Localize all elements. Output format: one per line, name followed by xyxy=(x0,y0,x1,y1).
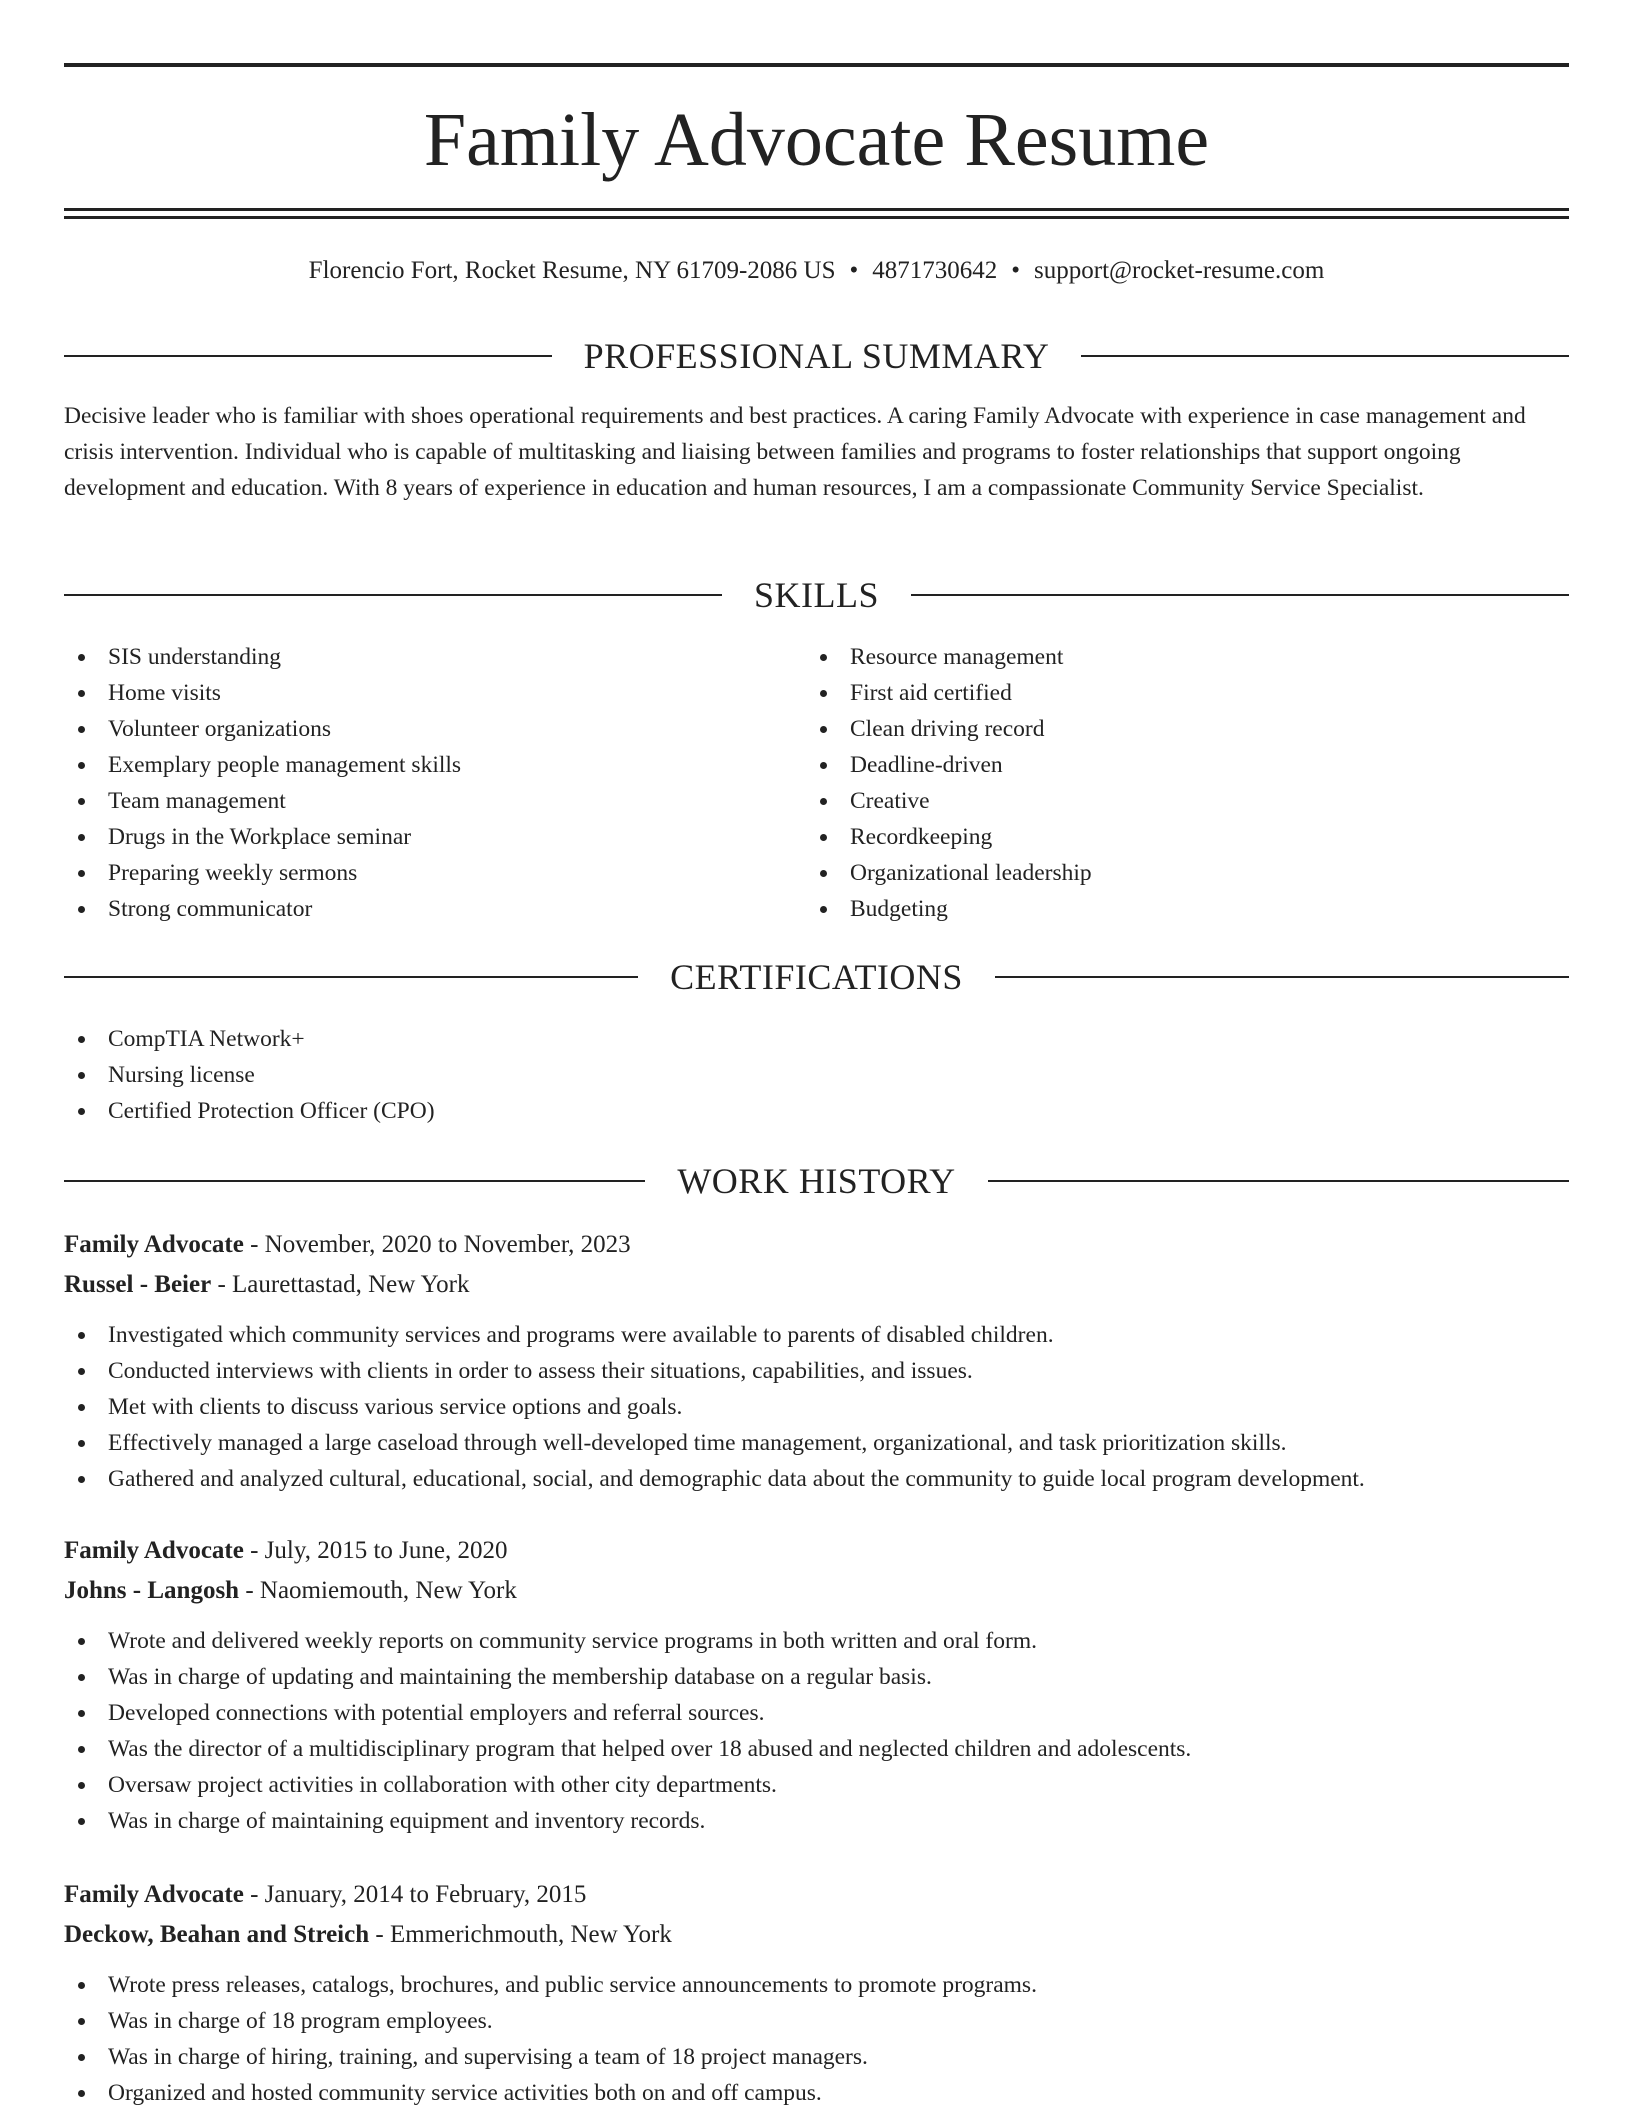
list-item: Exemplary people management skills xyxy=(64,747,764,783)
job-title-line xyxy=(64,1531,1569,1571)
list-item: Developed connections with potential employers and referral sources. xyxy=(64,1695,1569,1731)
list-item: Deadline-driven xyxy=(806,747,1506,783)
job-dates: - July, 2015 to June, 2020 xyxy=(243,1537,508,1564)
list-item: Was the director of a multidisciplinary program that helped over 18 abused and neglected children and adolescents. xyxy=(64,1731,1569,1767)
skills-list-left xyxy=(64,639,764,927)
title-rule-lower xyxy=(64,216,1569,219)
job-company-line xyxy=(64,1571,1569,1611)
job-title-line xyxy=(64,1225,1569,1265)
divider xyxy=(64,976,638,978)
section-title: PROFESSIONAL SUMMARY xyxy=(583,336,1050,376)
list-item: Met with clients to discuss various service options and goals. xyxy=(64,1389,1569,1425)
job-entry xyxy=(64,1531,1569,1839)
job-location: - Laurettastad, New York xyxy=(211,1271,470,1298)
divider xyxy=(64,355,552,357)
list-item: Recordkeeping xyxy=(806,819,1506,855)
list-item: First aid certified xyxy=(806,675,1506,711)
list-item: SIS understanding xyxy=(64,639,764,675)
job-duties-list xyxy=(64,1623,1569,1839)
job-dates: - November, 2020 to November, 2023 xyxy=(243,1231,631,1258)
job-company-line xyxy=(64,1915,1569,1955)
job-company: Johns - Langosh xyxy=(64,1577,240,1604)
title-rule-upper xyxy=(64,208,1569,211)
list-item: Gathered and analyzed cultural, educational, social, and demographic data about the community to guide local program development. xyxy=(64,1461,1569,1497)
top-rule xyxy=(64,63,1569,67)
job-title: Family Advocate xyxy=(64,1537,244,1564)
certifications-list xyxy=(64,1021,964,1129)
list-item: Strong communicator xyxy=(64,891,764,927)
section-heading-skills xyxy=(64,573,1569,617)
list-item: Investigated which community services and programs were available to parents of disabled children. xyxy=(64,1317,1569,1353)
section-title: CERTIFICATIONS xyxy=(670,957,963,997)
divider xyxy=(1081,355,1569,357)
section-heading-summary xyxy=(64,334,1569,378)
job-entry xyxy=(64,1225,1569,1497)
list-item: CompTIA Network+ xyxy=(64,1021,964,1057)
list-item: Conducted interviews with clients in order to assess their situations, capabilities, and issues. xyxy=(64,1353,1569,1389)
job-company-line xyxy=(64,1265,1569,1305)
list-item: Organized and hosted community service activities both on and off campus. xyxy=(64,2075,1569,2111)
list-item: Preparing weekly sermons xyxy=(64,855,764,891)
job-location: - Naomiemouth, New York xyxy=(239,1577,517,1604)
contact-separator: • xyxy=(1011,257,1021,284)
job-title: Family Advocate xyxy=(64,1231,244,1258)
job-entry xyxy=(64,1875,1569,2111)
job-location: - Emmerichmouth, New York xyxy=(369,1921,672,1948)
page-title: Family Advocate Resume xyxy=(423,98,1210,182)
list-item: Volunteer organizations xyxy=(64,711,764,747)
list-item: Certified Protection Officer (CPO) xyxy=(64,1093,964,1129)
list-item: Was in charge of updating and maintaining the membership database on a regular basis. xyxy=(64,1659,1569,1695)
list-item: Clean driving record xyxy=(806,711,1506,747)
contact-address: Florencio Fort, Rocket Resume, NY 61709-2086 US xyxy=(308,257,836,284)
job-dates: - January, 2014 to February, 2015 xyxy=(243,1881,587,1908)
list-item: Wrote and delivered weekly reports on community service programs in both written and oral form. xyxy=(64,1623,1569,1659)
list-item: Nursing license xyxy=(64,1057,964,1093)
summary-text: Decisive leader who is familiar with shoes operational requirements and best practices. A caring Family Advocate with experience in case management and crisis intervention. Individual who is capable of multitasking and liaising between families and programs to foster relationships that support ongoing development and education. With 8 years of experience in education and human resources, I am a compassionate Community Service Specialist. xyxy=(64,403,1526,501)
job-duties-list xyxy=(64,1317,1569,1497)
job-duties-list xyxy=(64,1967,1569,2111)
job-company: Russel - Beier xyxy=(64,1271,212,1298)
list-item: Home visits xyxy=(64,675,764,711)
divider xyxy=(64,594,722,596)
job-title: Family Advocate xyxy=(64,1881,244,1908)
list-item: Effectively managed a large caseload through well-developed time management, organizational, and task prioritization skills. xyxy=(64,1425,1569,1461)
list-item: Wrote press releases, catalogs, brochures, and public service announcements to promote programs. xyxy=(64,1967,1569,2003)
job-title-line xyxy=(64,1875,1569,1915)
list-item: Creative xyxy=(806,783,1506,819)
list-item: Was in charge of maintaining equipment and inventory records. xyxy=(64,1803,1569,1839)
contact-phone: 4871730642 xyxy=(872,257,998,284)
list-item: Budgeting xyxy=(806,891,1506,927)
section-title: SKILLS xyxy=(754,575,880,615)
section-title: WORK HISTORY xyxy=(677,1161,956,1201)
contact-line xyxy=(64,254,1569,288)
list-item: Oversaw project activities in collaboration with other city departments. xyxy=(64,1767,1569,1803)
list-item: Organizational leadership xyxy=(806,855,1506,891)
job-company: Deckow, Beahan and Streich xyxy=(64,1921,370,1948)
contact-separator: • xyxy=(849,257,859,284)
skills-list-right xyxy=(806,639,1506,927)
section-heading-certifications xyxy=(64,955,1569,999)
list-item: Was in charge of 18 program employees. xyxy=(64,2003,1569,2039)
divider xyxy=(911,594,1569,596)
contact-email: support@rocket-resume.com xyxy=(1034,257,1325,284)
list-item: Resource management xyxy=(806,639,1506,675)
divider xyxy=(995,976,1569,978)
divider xyxy=(64,1180,645,1182)
list-item: Was in charge of hiring, training, and supervising a team of 18 project managers. xyxy=(64,2039,1569,2075)
list-item: Team management xyxy=(64,783,764,819)
section-heading-work-history xyxy=(64,1159,1569,1203)
list-item: Drugs in the Workplace seminar xyxy=(64,819,764,855)
divider xyxy=(988,1180,1569,1182)
